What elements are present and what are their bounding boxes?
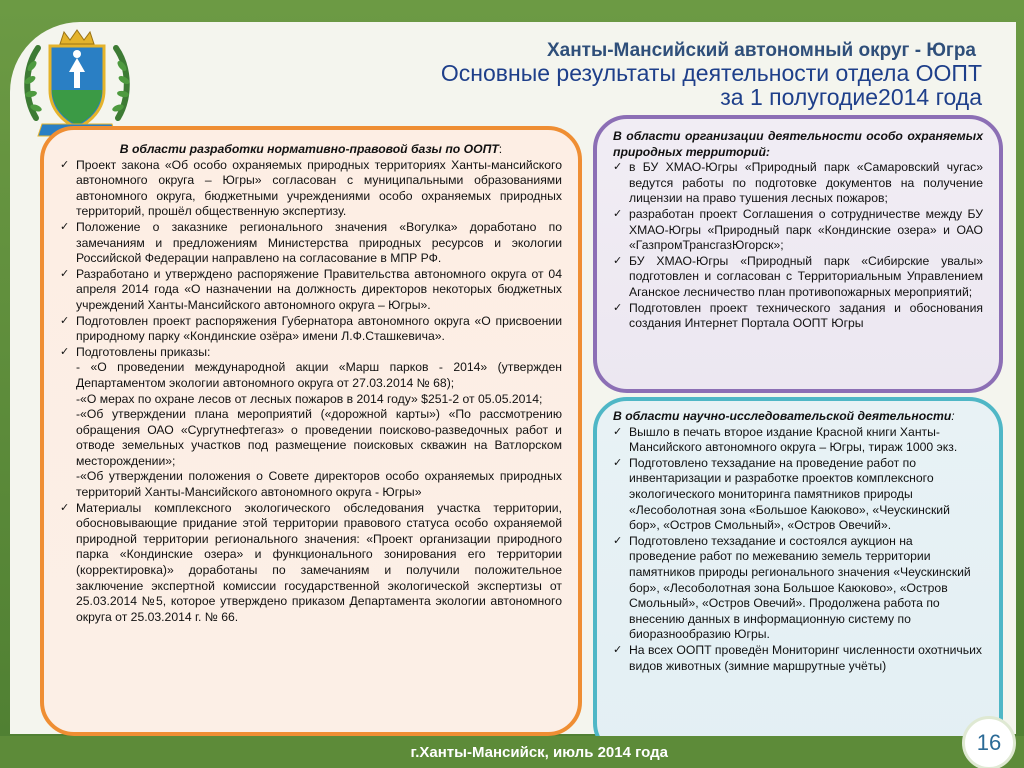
order-item: -«О мерах по охране лесов от лесных пожаров в 2014 году» $251-2 от 05.05.2014;	[76, 391, 543, 406]
list-item: ✓ в БУ ХМАО-Югры «Природный парк «Самаровский чугас» ведутся работы по подготовке документов на получение лицензии на право тушения лесных пожаров;	[613, 160, 983, 207]
research-activity-title-text: В области научно-исследовательской деятельности	[613, 409, 952, 423]
coat-of-arms-emblem	[22, 28, 132, 140]
research-activity-list	[613, 425, 983, 675]
legal-framework-title-colon: :	[498, 142, 503, 156]
legal-framework-title	[60, 142, 562, 158]
list-item: ✓ Подготовлено техзадание на проведение работ по инвентаризации и разработке проектов комплексного экологического мониторинга памятников природы «Лесоболотная зона «Большое Каюково», «Чеускинский бор», «Остров Смольный», «Остров Овечий».	[613, 456, 983, 534]
legal-framework-box	[40, 126, 582, 736]
list-item: ✓ Разработано и утверждено распоряжение Правительства автономного округа от 04 апреля 2014 года «О назначении на должность директоров некоторых бюджетных учреждений Ханты-Мансийского автономного округа – Югры».	[60, 267, 562, 314]
research-activity-title-colon: :	[951, 409, 955, 423]
protected-areas-activity-box	[593, 115, 1003, 393]
legal-framework-list	[60, 158, 562, 361]
footer-location-date: г.Ханты-Мансийск, июль 2014 года	[410, 744, 668, 761]
order-item: -«Об утверждении плана мероприятий («дорожной карты») «По рассмотрению обращения ОАО «Сургутнефтегаз» о проведении поисково-разведочных работ и отводе земельных участков под размещение поисковых скважин на Ватлорском месторождении»;	[76, 407, 562, 468]
order-item: -«Об утверждении положения о Совете директоров особо охраняемых природных территорий Ханты-Мансийского автономного округа - Югры»	[76, 469, 562, 500]
list-item: ✓ разработан проект Соглашения о сотрудничестве между БУ ХМАО-Югры «Природный парк «Кондинские озера» и ОАО «ГазпромТрансгазЮгорск»;	[613, 207, 983, 254]
page-number: 16	[962, 716, 1016, 768]
list-item: ✓ Материалы комплексного экологического обследования участка территории, обосновывающие придание этой территории правового статуса особо охраняемой природной территории регионального значения: «Проект организации природного парка «Кондинские озера» и функционального зонирования его территории (корректировка)» доработаны по замечаниям и получили положительное заключение экспертной комиссии государственной экологической экспертизы от 25.03.2014 №5, которое утверждено приказом Департамента экологии автономного округа от 25.03.2014 г. № 66.	[60, 501, 562, 626]
slide-title-line2: за 1 полугодие2014 года	[720, 84, 982, 110]
list-item: ✓ Вышло в печать второе издание Красной книги Ханты-Мансийского автономного округа – Югры, тираж 1000 экз.	[613, 425, 983, 456]
list-item: ✓ БУ ХМАО-Югры «Природный парк «Сибирские увалы» подготовлен и согласован с Территориальным Управлением Аганское лесничество план противопожарных мероприятий;	[613, 254, 983, 301]
region-title: Ханты-Мансийский автономный округ - Югра	[546, 40, 976, 61]
list-item: ✓ Подготовлен проект технического задания и обоснования создания Интернет Портала ООПТ Югры	[613, 301, 983, 332]
slide-title-line1: Основные результаты деятельности отдела ООПТ	[440, 60, 982, 86]
protected-areas-activity-list	[613, 160, 983, 332]
list-item: ✓ Положение о заказнике регионального значения «Вогулка» доработано по замечаниям и предложениям Министерства природных ресурсов и экологии Российской Федерации направлено на согласование в МПР РФ.	[60, 220, 562, 267]
protected-areas-activity-title: В области организации деятельности особо охраняемых природных территорий:	[613, 129, 983, 159]
list-item: ✓ Подготовлен проект распоряжения Губернатора автономного округа «О присвоении природному парку «Кондинские озёра» имени Л.Ф.Сташкевича».	[60, 314, 562, 345]
list-item: ✓ Подготовлено техзадание и состоялся аукцион на проведение работ по межеванию земель территории памятников природы регионального значения «Чеускинский бор», «Лесоболотная зона Большое Каюково», «Остров Смольный», «Остров Овечий». Продолжена работа по внесению данных в информационную систему по биоразнообразию Югры.	[613, 534, 983, 643]
legal-framework-title-text: В области разработки нормативно-правовой базы по ООПТ	[119, 142, 499, 156]
legal-framework-list-end	[60, 501, 562, 626]
order-item: - «О проведении международной акции «Марш парков - 2014» (утвержден Департаментом экологии автономного округа от 27.03.2014 № 68);	[76, 360, 562, 390]
list-item: ✓ Проект закона «Об особо охраняемых природных территориях Ханты-мансийского автономного округа – Югры» согласован с муниципальными образованиями автономного округа, бюджетными учреждениями особо охраняемых природных территорий, прошёл общественную экспертизу.	[60, 158, 562, 220]
list-item: ✓ Подготовлены приказы:	[60, 345, 562, 361]
research-activity-box	[593, 397, 1003, 757]
list-item: ✓ На всех ООПТ проведён Мониторинг численности охотничьих видов животных (зимние маршрутные учёты)	[613, 643, 983, 674]
research-activity-title	[613, 409, 983, 425]
